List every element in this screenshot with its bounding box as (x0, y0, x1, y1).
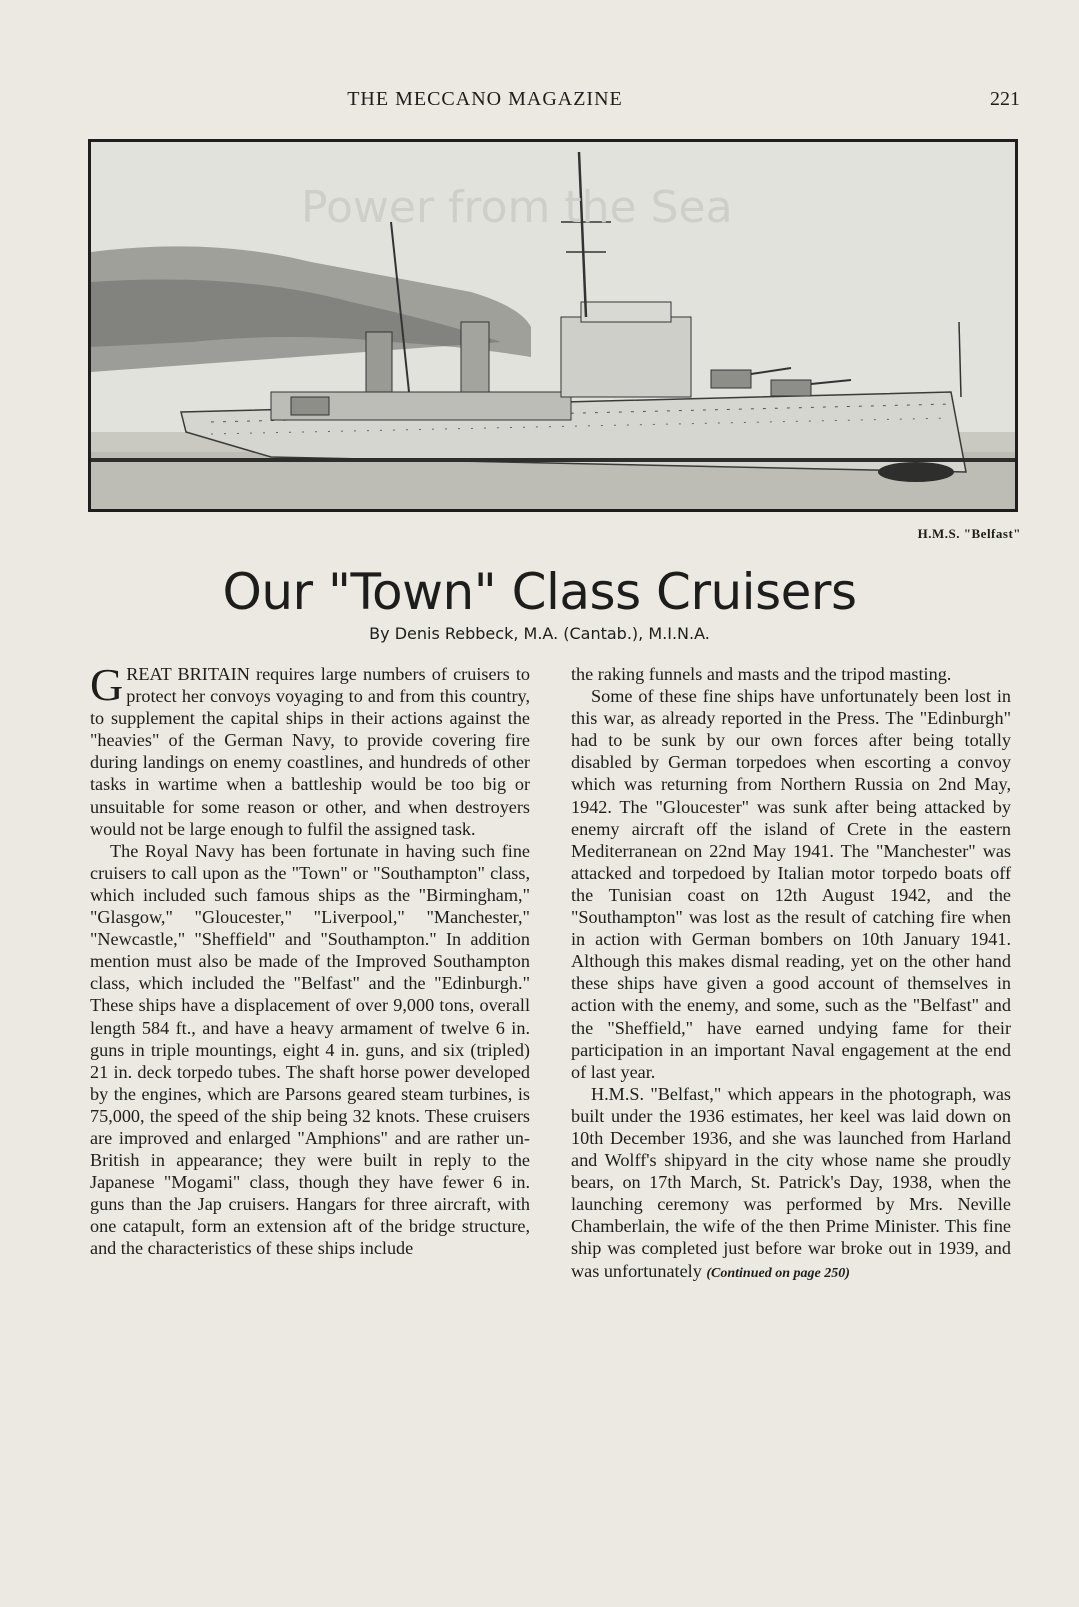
paragraph-1-text: REAT BRITAIN requires large numbers of cruisers to protect her convoys voyaging to and from this country, to supplement the capital ships in their actions against the "heavies" of the German Navy, to provide covering fire during landings on enemy coastlines, and hundreds of other tasks in wartime when a battleship would be too big or unsuitable for some reason or other, and when destroyers would not be large enough to fulfil the assigned task. (90, 664, 530, 839)
page-header (90, 88, 1020, 114)
ship-photograph (88, 139, 1018, 512)
article-title: Our "Town" Class Cruisers (222, 563, 857, 621)
magazine-title: THE MECCANO MAGAZINE (347, 88, 623, 110)
svg-text:Power from the Sea: Power from the Sea (301, 182, 733, 233)
column-left (90, 659, 530, 1260)
column-right (571, 663, 1011, 1285)
continued-note: (Continued on page 250) (706, 1265, 850, 1281)
paragraph-2: The Royal Navy has been fortunate in having such fine cruisers to call upon as the "Town" or "Southampton" class, which included such famous ships as the "Birmingham," "Glasgow," "Gloucester," "Liverpool," "Manchester," "Newcastle," "Sheffield" and "Southampton." In addition mention must also be made of the Improved Southampton class, which included the "Belfast" and the "Edinburgh." These ships have a displacement of over 9,000 tons, overall length 584 ft., and have a heavy armament of twelve 6 in. guns in triple mountings, eight 4 in. guns, and six (tripled) 21 in. deck torpedo tubes. The shaft horse power developed by the engines, which are Parsons geared steam turbines, is 75,000, the speed of the ship being 32 knots. These cruisers are improved and enlarged "Amphions" and are rather un-British in appearance; they were built in reply to the Japanese "Mogami" class, though they have fewer 6 in. guns than the Jap cruisers. Hangars for three aircraft, with one catapult, form an extension aft of the bridge structure, and the characteristics of these ships include (90, 840, 530, 1259)
drop-cap: G (90, 659, 124, 710)
article-byline: By Denis Rebbeck, M.A. (Cantab.), M.I.N.A. (369, 624, 710, 643)
paragraph-5-text: H.M.S. "Belfast," which appears in the photograph, was built under the 1936 estimates, her keel was laid down on 10th December 1936, and she was launched from Harland and Wolff's shipyard in the city whose name she proudly bears, on 17th March, St. Patrick's Day, 1938, when the launching ceremony was performed by Mrs. Neville Chamberlain, the wife of the then Prime Minister. This fine ship was completed just before war broke out in 1939, and was unfortunately (571, 1083, 1011, 1281)
paragraph-4: Some of these fine ships have unfortunately been lost in this war, as already reported in the Press. The "Edinburgh" had to be sunk by our own forces after being totally disabled by German torpedoes when escorting a convoy which was returning from Northern Russia on 2nd May, 1942. The "Gloucester" was sunk after being attacked by enemy aircraft off the island of Crete in the eastern Mediterranean on 22nd May 1941. The "Manchester" was attacked and torpedoed by Italian motor torpedo boats off the Tunisian coast on 12th August 1942, and the "Southampton" was lost as the result of catching fire when in action with German bombers on 10th January 1941. Although this makes dismal reading, yet on the other hand these ships have given a good account of themselves in action with the enemy, and some, such as the "Belfast" and the "Sheffield," have earned undying fame for their participation in an important Naval engagement at the end of last year. (571, 686, 1011, 1082)
paragraph-3: the raking funnels and masts and the tripod masting. (571, 664, 952, 684)
page-number: 221 (990, 88, 1020, 110)
photo-caption: H.M.S. "Belfast" (917, 526, 1021, 541)
paragraph-1 (90, 659, 530, 840)
paragraph-5 (571, 1083, 1011, 1285)
